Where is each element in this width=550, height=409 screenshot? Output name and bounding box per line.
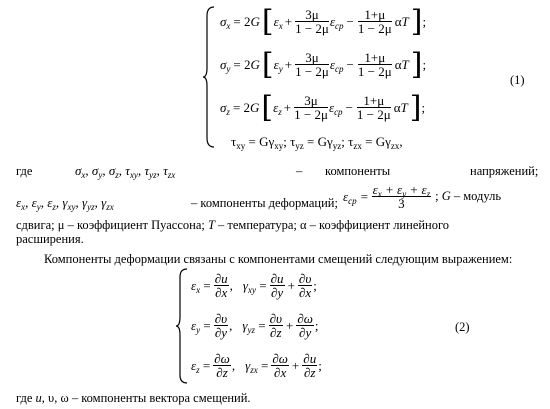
- strain-list: $\varepsilon_x$, $\varepsilon_y$, $\varepsilon_z$, $\gamma_{xy}$, $\gamma_{yz}$, $\gamma_{zx}$: [16, 195, 114, 212]
- left-brace: [204, 6, 216, 148]
- alpha-T: αT: [394, 13, 409, 29]
- strain-symbol: $\varepsilon_z$ =: [191, 357, 211, 375]
- frac-1plusmu: $\frac{1+\mu}{1 - 2\mu}$: [357, 7, 392, 36]
- strain-symbol: $\varepsilon_x$ =: [191, 277, 211, 295]
- eps-cp-term: $\varepsilon_{ср}$: [328, 99, 343, 117]
- stress-equation-row: [220, 89, 426, 125]
- shear-strain-symbol: $\gamma_{xy}$ =: [242, 277, 267, 295]
- minus-sign: −: [346, 13, 354, 29]
- shear-frac-b: $\frac{\partial\omega}{\partial y}$: [297, 311, 313, 340]
- bracket-open: [: [261, 3, 274, 39]
- shear-strain-symbol: $\gamma_{yz}$ =: [242, 317, 266, 335]
- eq-2G: = 2G: [233, 13, 260, 29]
- shear-frac-a: $\frac{\partial\omega}{\partial x}$: [272, 351, 288, 380]
- stress-equation-row: [220, 3, 427, 39]
- eps-cp-term: $\varepsilon_{ср}$: [329, 13, 344, 31]
- shear-frac-a: $\frac{\partial u}{\partial y}$: [270, 271, 284, 300]
- plus-sign: +: [291, 357, 300, 373]
- minus-sign: −: [345, 99, 353, 115]
- bracket-close: ]: [409, 89, 422, 125]
- shear-frac-a: $\frac{\partial\upsilon}{\partial z}$: [269, 311, 282, 340]
- semicolon: ;: [314, 317, 319, 333]
- comma: ,: [229, 277, 233, 293]
- stress-components-label: компоненты: [325, 164, 391, 178]
- semicolon: ;: [421, 99, 426, 115]
- bracket-close: ]: [410, 3, 423, 39]
- eps-cp-def: [343, 183, 501, 210]
- equation-number-2: (2): [455, 320, 470, 334]
- shear-frac-b: $\frac{\partial\upsilon}{\partial x}$: [298, 271, 312, 300]
- comma: ,: [231, 357, 236, 373]
- normal-strain-frac: $\frac{\partial\upsilon}{\partial y}$: [214, 311, 228, 340]
- frac-3mu: $\frac{3\mu}{1 - 2\mu}$: [295, 50, 329, 79]
- strain-equation-row: [191, 312, 319, 339]
- eps-cp-denominator: 3: [398, 196, 405, 211]
- strain-label: – компоненты деформаций;: [191, 196, 338, 210]
- minus-sign: −: [346, 56, 354, 72]
- equation-number-1: (1): [510, 73, 525, 87]
- bracket-close: ]: [410, 46, 423, 82]
- strain-symbol: $\varepsilon_y$ =: [191, 317, 211, 335]
- stress-symbol: $\sigma_x$: [220, 13, 231, 31]
- plus-sign: +: [285, 317, 294, 333]
- frac-3mu: $\frac{3\mu}{1 - 2\mu}$: [295, 7, 329, 36]
- stress-list: $\sigma_x$, $\sigma_y$, $\sigma_z$, $\tau_{xy}$, $\tau_{yz}$, $\tau_{zx}$: [75, 163, 176, 180]
- semicolon: ;: [422, 56, 427, 72]
- strain-equation-row: [191, 352, 322, 379]
- eps-term: $\varepsilon_y$: [273, 56, 283, 74]
- alpha-T: αT: [393, 99, 408, 115]
- eps-cp-symbol: $\varepsilon_{ср}$ =: [343, 188, 369, 206]
- stress-label: напряжений;: [470, 164, 539, 178]
- stress-symbol: $\sigma_y$: [220, 56, 231, 74]
- comma: ,: [229, 317, 233, 333]
- normal-strain-frac: $\frac{\partial u}{\partial x}$: [214, 271, 228, 300]
- plus-sign: +: [284, 13, 293, 29]
- shear-modulus-text: ; G – модуль: [435, 189, 502, 203]
- left-brace-2: [177, 268, 189, 384]
- frac-1plusmu: $\frac{1+\mu}{1 - 2\mu}$: [356, 93, 391, 122]
- bracket-open: [: [261, 46, 274, 82]
- eps-term: $\varepsilon_x$: [273, 13, 283, 31]
- eps-cp-numerator: $\varepsilon_x + \varepsilon_y + \varepsilon_z$: [372, 182, 431, 199]
- semicolon: ;: [313, 277, 317, 293]
- stress-symbol: $\sigma_z$: [220, 99, 230, 117]
- frac-1plusmu: $\frac{1+\mu}{1 - 2\mu}$: [357, 50, 392, 79]
- normal-strain-frac: $\frac{\partial\omega}{\partial z}$: [214, 351, 230, 380]
- strain-equation-row: [191, 272, 317, 299]
- last-line: где u, υ, ω – компоненты вектора смещений.: [16, 391, 251, 405]
- shear-strain-symbol: $\gamma_{zx}$ =: [245, 357, 269, 375]
- shear-relations: $\tau_{xy} = G\gamma_{xy}$; $\tau_{yz} = G\gamma_{yz}$; $\tau_{zx} = G\gamma_{zx}$,: [231, 134, 403, 151]
- eq-2G: = 2G: [232, 99, 260, 115]
- text-line-3: сдвига; μ – коэффициент Пуассона; T – температура; α – коэффициент линейного: [16, 218, 450, 232]
- stress-dash: –: [296, 164, 303, 178]
- semicolon: ;: [318, 357, 322, 373]
- eq-2G: = 2G: [233, 56, 260, 72]
- bracket-open: [: [261, 89, 274, 125]
- frac-3mu: $\frac{3\mu}{1 - 2\mu}$: [294, 93, 328, 122]
- plus-sign: +: [287, 277, 295, 293]
- plus-sign: +: [283, 99, 292, 115]
- eps-term: $\varepsilon_z$: [273, 99, 282, 117]
- alpha-T: αT: [394, 56, 409, 72]
- plus-sign: +: [284, 56, 293, 72]
- text-line-4: расширения.: [16, 232, 84, 246]
- semicolon: ;: [422, 13, 427, 29]
- stress-equation-row: [220, 46, 427, 82]
- shear-frac-b: $\frac{\partial u}{\partial z}$: [303, 351, 317, 380]
- paragraph-2: Компоненты деформации связаны с компонентами смещений следующим выражением:: [44, 252, 513, 266]
- eps-cp-term: $\varepsilon_{ср}$: [329, 56, 344, 74]
- where-label: где: [16, 164, 33, 178]
